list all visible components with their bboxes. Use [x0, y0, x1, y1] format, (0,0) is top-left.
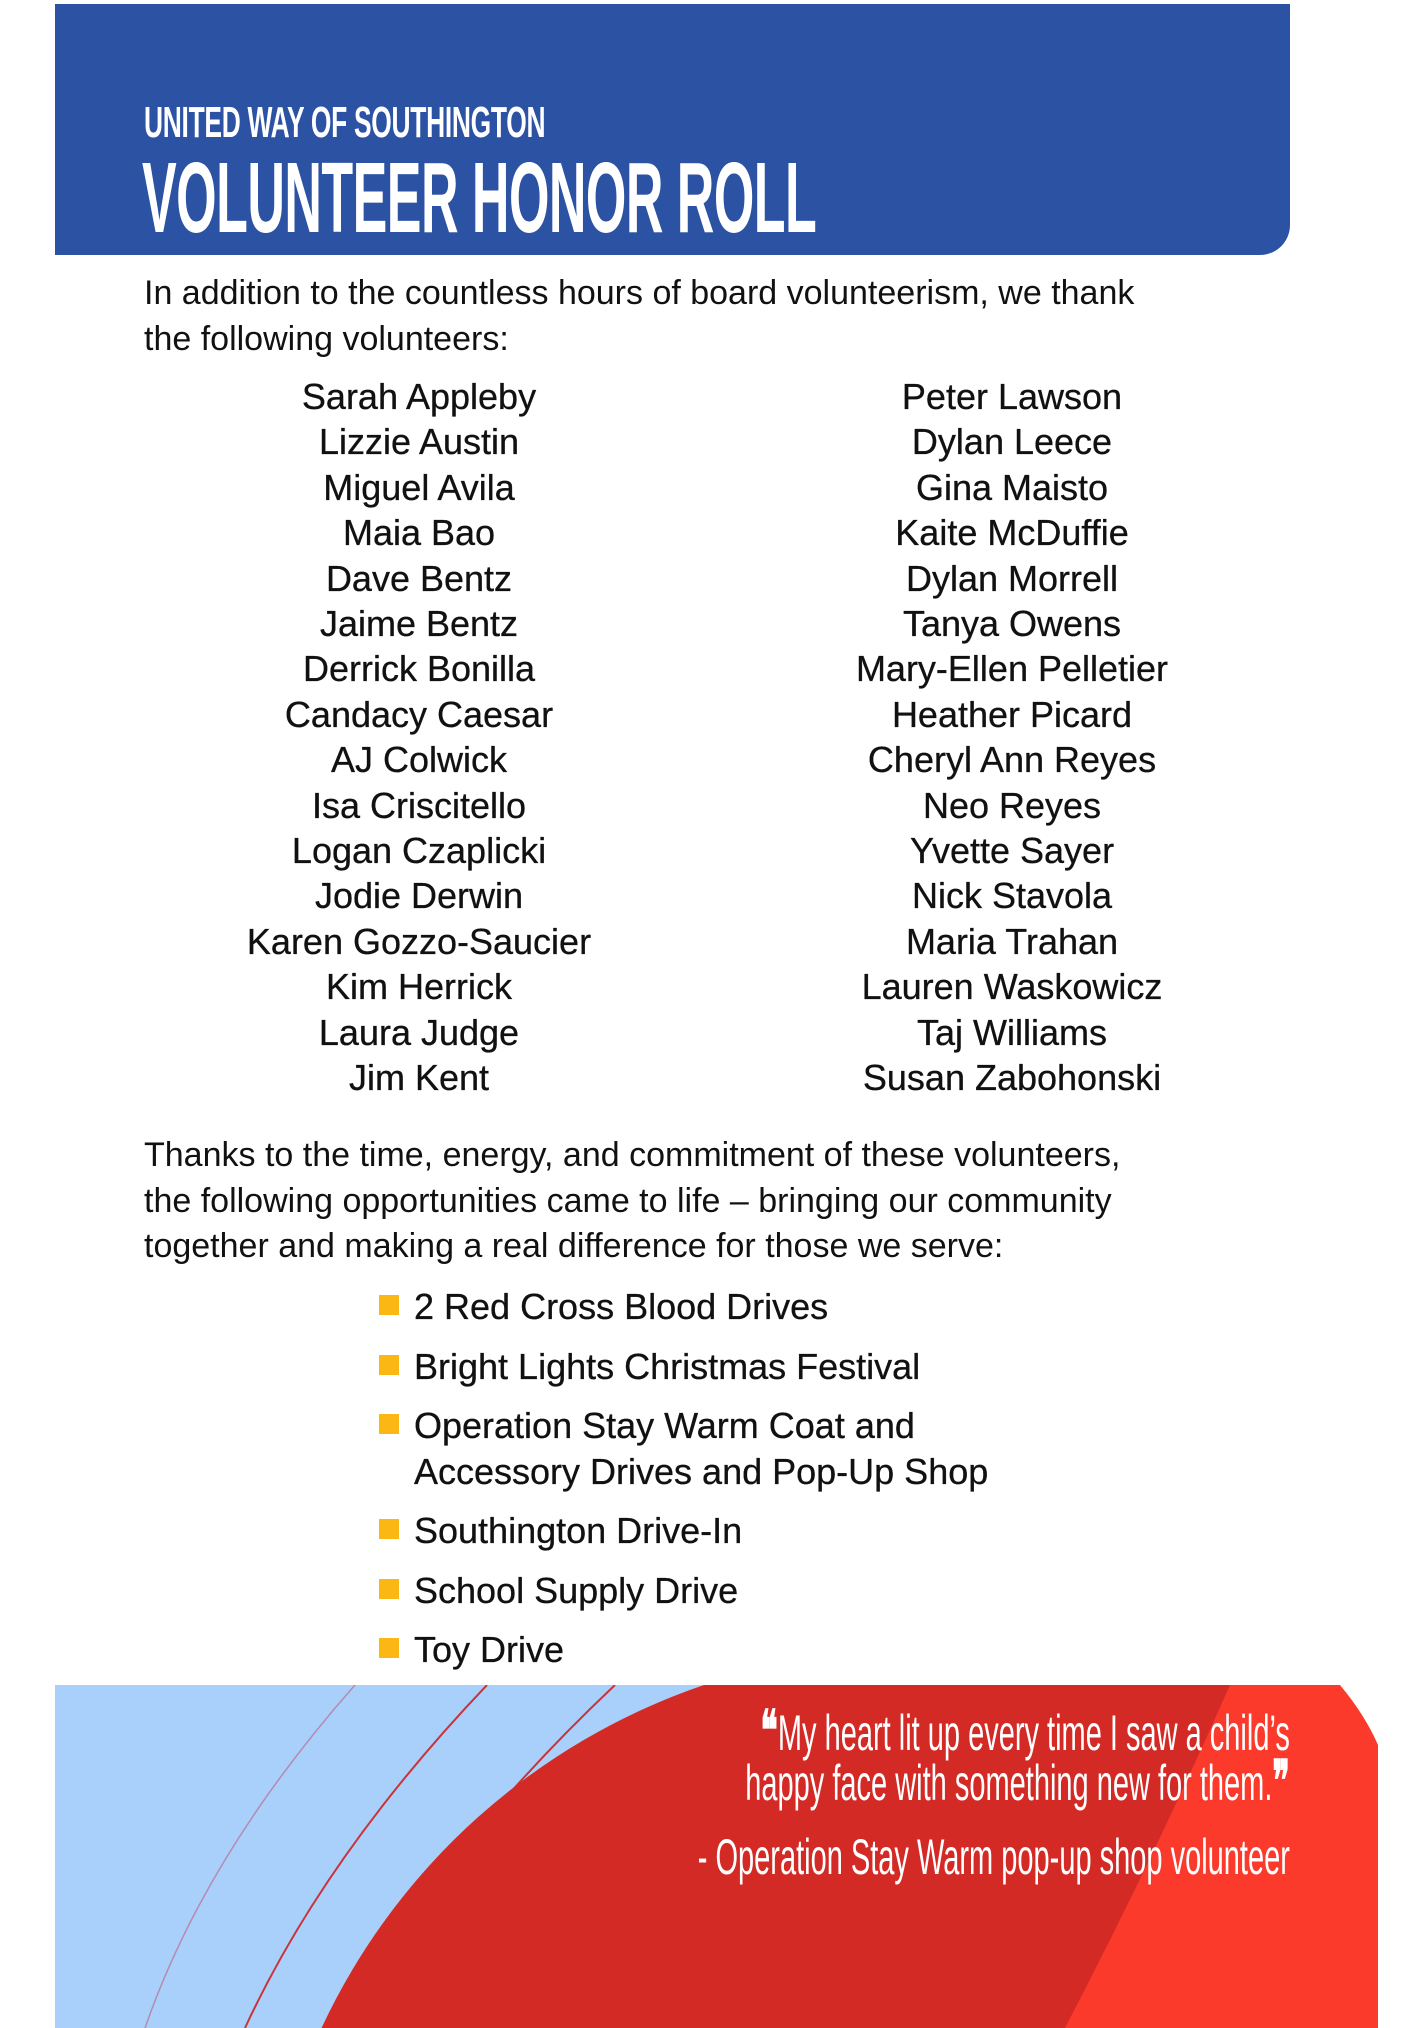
volunteer-name: Dylan Morrell [905, 557, 1119, 599]
opportunities-list [379, 1284, 988, 1687]
intro-paragraph [144, 271, 1134, 362]
volunteer-name: AJ Colwick [330, 739, 508, 781]
opportunity-text: School Supply Drive [414, 1569, 739, 1611]
volunteer-name: Heather Picard [891, 693, 1133, 735]
volunteer-name: Kim Herrick [326, 966, 512, 1008]
bullet-square-icon [379, 1579, 399, 1599]
opportunity-text: 2 Red Cross Blood Drives [414, 1286, 829, 1327]
volunteer-name: Taj Williams [916, 1011, 1107, 1053]
quote-attribution: - Operation Stay Warm pop-up shop volunteer [697, 1829, 1290, 1885]
volunteer-name: Maria Trahan [905, 920, 1119, 962]
volunteer-name: Karen Gozzo-Saucier [246, 920, 592, 962]
quote-line-2: happy face with something new for them.❞ [745, 1748, 1290, 1814]
page-title: VOLUNTEER HONOR ROLL [142, 142, 817, 254]
bullet-square-icon [379, 1638, 399, 1658]
volunteer-name: Yvette Sayer [909, 830, 1115, 872]
opportunity-item [379, 1403, 988, 1494]
close-quote-icon: ❞ [1272, 1748, 1290, 1814]
bullet-square-icon [379, 1355, 399, 1375]
volunteer-name: Jim Kent [348, 1057, 490, 1099]
volunteer-name: Candacy Caesar [284, 693, 554, 735]
quote-line-1: ❝My heart lit up every time I saw a child’s [760, 1698, 1290, 1764]
opportunity-text: Operation Stay Warm Coat and [414, 1405, 915, 1446]
volunteer-name: Susan Zabohonski [862, 1057, 1162, 1099]
bullet-square-icon [379, 1295, 399, 1315]
bullet-square-icon [379, 1414, 399, 1434]
volunteer-name: Cheryl Ann Reyes [867, 739, 1157, 781]
volunteer-name: Logan Czaplicki [291, 830, 547, 872]
volunteer-name: Miguel Avila [323, 466, 515, 508]
volunteer-name: Tanya Owens [902, 603, 1122, 645]
opportunity-item [379, 1627, 988, 1673]
volunteer-name: Derrick Bonilla [302, 648, 536, 690]
opportunity-text: Accessory Drives and Pop-Up Shop [414, 1450, 989, 1492]
intro-line: the following volunteers: [144, 319, 509, 358]
bullet-square-icon [379, 1519, 399, 1539]
org-name: UNITED WAY OF SOUTHINGTON [144, 98, 546, 147]
volunteer-name: Isa Criscitello [311, 784, 527, 826]
opportunity-text: Toy Drive [414, 1629, 565, 1670]
volunteer-name: Sarah Appleby [301, 376, 537, 417]
opportunity-text: Southington Drive-In [414, 1510, 743, 1551]
volunteer-name: Lizzie Austin [318, 421, 520, 463]
opportunity-item [379, 1344, 988, 1390]
volunteer-name: Maia Bao [342, 512, 496, 554]
volunteer-list-left [119, 374, 719, 1101]
thanks-paragraph [144, 1133, 1120, 1270]
volunteer-list-right [712, 374, 1312, 1101]
volunteer-name: Nick Stavola [911, 875, 1113, 917]
thanks-line: together and making a real difference for those we serve: [144, 1227, 1004, 1265]
opportunity-text: Bright Lights Christmas Festival [414, 1345, 921, 1387]
open-quote-icon: ❝ [760, 1698, 779, 1764]
volunteer-name: Peter Lawson [901, 376, 1123, 417]
volunteer-name: Jaime Bentz [319, 603, 519, 645]
volunteer-name: Neo Reyes [922, 784, 1102, 826]
volunteer-name: Laura Judge [318, 1011, 520, 1053]
thanks-line: the following opportunities came to life – bringing our community [144, 1181, 1112, 1220]
volunteer-name: Gina Maisto [915, 466, 1109, 508]
intro-line: In addition to the countless hours of board volunteerism, we thank [144, 274, 1135, 312]
volunteer-name: Mary-Ellen Pelletier [855, 648, 1169, 690]
opportunity-item [379, 1508, 988, 1554]
testimonial-quote [269, 1698, 1290, 1885]
opportunity-item [379, 1568, 988, 1614]
opportunity-item [379, 1284, 988, 1330]
volunteer-name: Kaite McDuffie [895, 512, 1129, 554]
volunteer-name: Lauren Waskowicz [861, 966, 1163, 1008]
thanks-line: Thanks to the time, energy, and commitment of these volunteers, [144, 1136, 1121, 1174]
volunteer-name: Dylan Leece [911, 421, 1113, 463]
volunteer-name: Jodie Derwin [314, 875, 524, 917]
volunteer-name: Dave Bentz [325, 557, 513, 599]
